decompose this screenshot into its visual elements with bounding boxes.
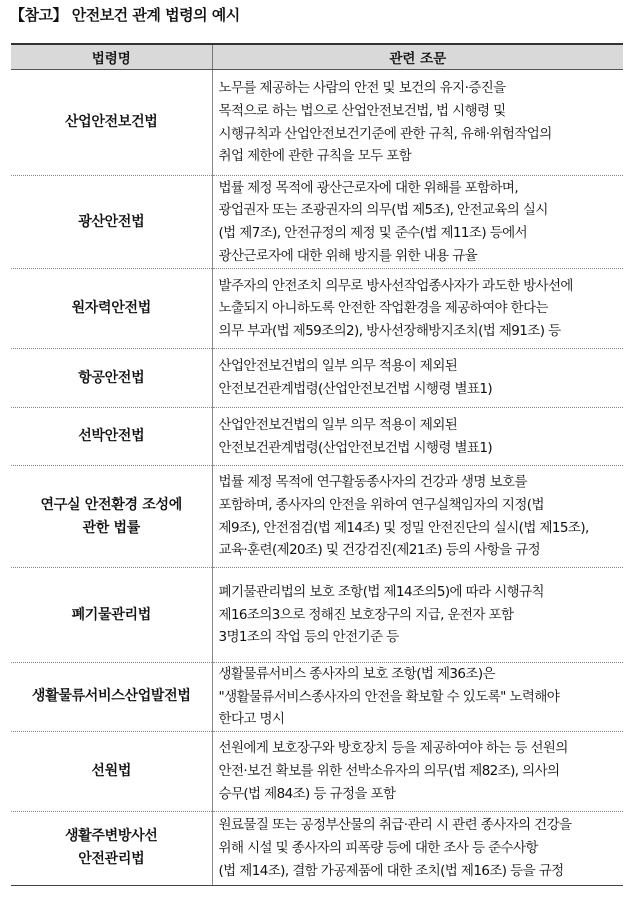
article-description-line: 제9조), 안전점검(법 제14조) 및 정밀 안전진단의 실시(법 제15조), xyxy=(218,519,589,536)
article-description-line: 폐기물관리법의 보호 조항(법 제14조의5)에 따라 시행규칙 xyxy=(218,584,544,601)
article-description-line: 승무(법 제84조) 등 규정을 포함 xyxy=(218,785,396,802)
article-description-line: (법 제7조), 안전규정의 제정 및 준수(법 제11조) 등에서 xyxy=(218,225,528,241)
table-header-row xyxy=(11,44,623,70)
article-description-cell xyxy=(212,349,623,408)
page-title: 【참고】 안전보건 관계 법령의 예시 xyxy=(10,6,240,24)
law-name-cell xyxy=(11,349,212,408)
law-name: 선박안전법 xyxy=(78,428,145,444)
table-row xyxy=(11,176,623,269)
law-name-cell xyxy=(11,408,212,466)
article-description-line: 안전보건관계법령(산업안전보건법 시행령 별표1) xyxy=(218,381,493,397)
article-description-cell xyxy=(212,663,623,732)
article-description-line: 노무를 제공하는 사람의 안전 및 보건의 유지·증진을 xyxy=(218,80,506,97)
table-row xyxy=(11,731,623,811)
article-description-cell xyxy=(212,568,623,663)
header-law-name: 법령명 xyxy=(11,44,212,70)
article-description-cell xyxy=(212,408,623,466)
law-name: 선원법 xyxy=(91,762,132,779)
article-description-line: 법률 제정 목적에 광산근로자에 대한 위해를 포함하며, xyxy=(218,179,519,196)
law-name-cell xyxy=(11,176,212,269)
table-row xyxy=(11,568,623,663)
article-description-line: 광산근로자에 대한 위해 방지를 위한 내용 규율 xyxy=(218,247,478,264)
article-description-line: 목적으로 하는 법으로 산업안전보건법, 법 시행령 및 xyxy=(218,102,506,119)
article-description-line: 법률 제정 목적에 연구활동종사자의 건강과 생명 보호를 xyxy=(218,474,527,491)
article-description-line: 광업권자 또는 조광권자의 의무(법 제5조), 안전교육의 실시 xyxy=(218,202,548,219)
table-row xyxy=(11,466,623,568)
table-row xyxy=(11,408,623,466)
article-description-line: 제16조의3으로 정해진 보호장구의 지급, 운전자 포함 xyxy=(218,606,514,623)
article-description-line: 안전·보건 확보를 위한 선박소유자의 의무(법 제82조), 의사의 xyxy=(218,762,560,779)
article-description-line: 산업안전보건법의 일부 의무 적용이 제외된 xyxy=(218,416,458,433)
table-row xyxy=(11,349,623,408)
law-name-cell xyxy=(11,663,212,732)
article-description-line: (법 제14조), 결함 가공제품에 대한 조치(법 제16조) 등을 규정 xyxy=(218,862,564,879)
article-description-cell xyxy=(212,466,623,568)
article-description-line: 위해 시설 및 종사자의 피폭량 등에 대한 조사 등 준수사항 xyxy=(218,839,538,856)
law-name-cell xyxy=(11,70,212,176)
article-description-line: 안전보건관계법령(산업안전보건법 시행령 별표1) xyxy=(218,439,493,456)
law-name: 안전관리법 xyxy=(78,851,145,868)
article-description-line: 3명1조의 작업 등의 안전기준 등 xyxy=(218,629,399,646)
law-name-cell xyxy=(11,568,212,663)
law-table xyxy=(11,43,623,886)
law-name-cell xyxy=(11,731,212,811)
table-row xyxy=(11,811,623,885)
article-description-line: 산업안전보건법의 일부 의무 적용이 제외된 xyxy=(218,358,458,375)
law-name: 생활물류서비스산업발전법 xyxy=(31,688,191,705)
table-row xyxy=(11,70,623,176)
article-description-cell xyxy=(212,811,623,885)
law-name: 관한 법률 xyxy=(82,519,140,536)
table-row xyxy=(11,663,623,732)
article-description-line: 의무 부과(법 제59조의2), 방사선장해방지조치(법 제91조) 등 xyxy=(218,322,561,339)
law-name-cell xyxy=(11,269,212,349)
article-description-cell xyxy=(212,269,623,349)
article-description-line: 발주자의 안전조치 의무로 방사선작업종사자가 과도한 방사선에 xyxy=(218,277,573,294)
table-row xyxy=(11,269,623,349)
article-description-line: 시행규칙과 산업안전보건기준에 관한 규칙, 유해·위험작업의 xyxy=(218,125,552,142)
header-related-article: 관련 조문 xyxy=(212,44,623,70)
article-description-line: 교육·훈련(제20조) 및 건강검진(제21조) 등의 사항을 규정 xyxy=(218,542,541,559)
law-name-cell xyxy=(11,466,212,568)
law-name: 항공안전법 xyxy=(78,369,145,386)
article-description-line: 취업 제한에 관한 규칙을 모두 포함 xyxy=(218,148,412,165)
law-name-cell xyxy=(11,811,212,885)
article-description-line: 노출되지 아니하도록 안전한 작업환경을 제공하여야 한다는 xyxy=(218,300,548,317)
law-name: 광산안전법 xyxy=(78,213,145,230)
law-name: 연구실 안전환경 조성에 xyxy=(40,496,182,513)
law-name: 산업안전보건법 xyxy=(64,114,158,130)
article-description-line: 원료물질 또는 공정부산물의 취급·관리 시 관련 종사자의 건강을 xyxy=(218,817,572,834)
law-name: 생활주변방사선 xyxy=(64,828,158,845)
law-name: 폐기물관리법 xyxy=(71,606,151,623)
law-name: 원자력안전법 xyxy=(71,300,151,316)
article-description-line: 선원에게 보호장구와 방호장치 등을 제공하여야 하는 등 선원의 xyxy=(218,740,568,757)
article-description-cell xyxy=(212,176,623,269)
article-description-cell xyxy=(212,731,623,811)
article-description-line: "생활물류서비스종사자의 안전을 확보할 수 있도록" 노력해야 xyxy=(218,688,560,705)
article-description-line: 한다고 명시 xyxy=(218,711,285,728)
article-description-line: 포함하며, 종사자의 안전을 위하여 연구실책임자의 지정(법 xyxy=(218,496,544,513)
article-description-cell xyxy=(212,70,623,176)
article-description-line: 생활물류서비스 종사자의 보호 조항(법 제36조)은 xyxy=(218,666,495,682)
